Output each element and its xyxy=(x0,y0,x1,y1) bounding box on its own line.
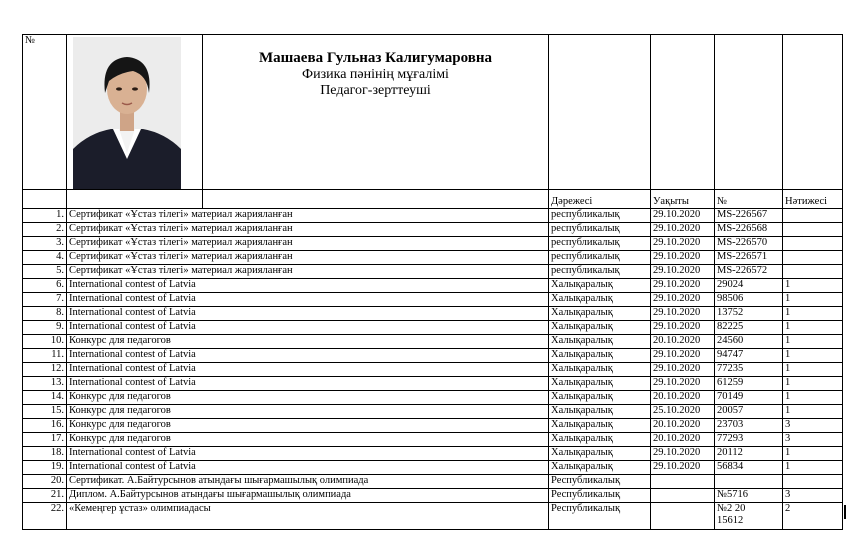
row-doc-number-line1: №2 20 xyxy=(717,503,746,514)
row-title: International contest of Latvia xyxy=(67,321,549,335)
table-row xyxy=(23,279,843,293)
row-level: республикалық xyxy=(549,251,651,265)
row-result: 1 xyxy=(783,447,843,461)
row-date: 29.10.2020 xyxy=(651,265,715,279)
col-level-header: Дәрежесі xyxy=(549,190,651,209)
row-title: International contest of Latvia xyxy=(67,377,549,391)
table-row xyxy=(23,377,843,391)
row-level: республикалық xyxy=(549,237,651,251)
header-no-label: № xyxy=(23,35,67,190)
row-date: 20.10.2020 xyxy=(651,419,715,433)
row-doc-number: 20112 xyxy=(715,447,783,461)
row-number: 13. xyxy=(23,377,67,391)
row-doc-number: MS-226571 xyxy=(715,251,783,265)
row-number: 18. xyxy=(23,447,67,461)
row-number: 7. xyxy=(23,293,67,307)
row-date xyxy=(651,489,715,503)
teacher-name: Машаева Гульназ Калигумаровна xyxy=(258,50,492,66)
row-date: 29.10.2020 xyxy=(651,447,715,461)
col-result-header: Нәтижесі xyxy=(783,190,843,209)
table-row xyxy=(23,237,843,251)
row-title: Сертификат. А.Байтурсынов атындағы шығармашылық олимпиада xyxy=(67,475,549,489)
row-date xyxy=(651,475,715,489)
row-date: 29.10.2020 xyxy=(651,251,715,265)
row-doc-number: 23703 xyxy=(715,419,783,433)
row-result xyxy=(783,237,843,251)
row-number: 9. xyxy=(23,321,67,335)
table-row xyxy=(23,447,843,461)
row-result: 3 xyxy=(783,489,843,503)
row-date: 29.10.2020 xyxy=(651,223,715,237)
row-level: Халықаралық xyxy=(549,293,651,307)
row-doc-number: 77293 xyxy=(715,433,783,447)
row-doc-number: 13752 xyxy=(715,307,783,321)
row-result: 1 xyxy=(783,377,843,391)
row-number: 10. xyxy=(23,335,67,349)
row-doc-number: №5716 xyxy=(715,489,783,503)
row-doc-number xyxy=(715,475,783,489)
row-result: 1 xyxy=(783,279,843,293)
table-row xyxy=(23,503,843,530)
table-row xyxy=(23,419,843,433)
row-doc-number: MS-226567 xyxy=(715,209,783,223)
row-doc-number: 98506 xyxy=(715,293,783,307)
row-number: 5. xyxy=(23,265,67,279)
row-level: Халықаралық xyxy=(549,349,651,363)
row-result xyxy=(783,265,843,279)
row-title: Конкурс для педагогов xyxy=(67,405,549,419)
row-number: 15. xyxy=(23,405,67,419)
teacher-photo xyxy=(73,37,181,189)
row-title: International contest of Latvia xyxy=(67,363,549,377)
row-title: Конкурс для педагогов xyxy=(67,391,549,405)
row-level: Халықаралық xyxy=(549,419,651,433)
row-date: 29.10.2020 xyxy=(651,209,715,223)
row-title: Конкурс для педагогов xyxy=(67,433,549,447)
table-row xyxy=(23,265,843,279)
row-result: 1 xyxy=(783,349,843,363)
row-date: 20.10.2020 xyxy=(651,433,715,447)
row-number: 19. xyxy=(23,461,67,475)
row-date: 29.10.2020 xyxy=(651,237,715,251)
row-number: 22. xyxy=(23,503,67,530)
row-level: республикалық xyxy=(549,223,651,237)
row-result: 1 xyxy=(783,307,843,321)
row-result: 1 xyxy=(783,321,843,335)
row-level: Халықаралық xyxy=(549,377,651,391)
photo-cell xyxy=(67,35,203,190)
column-header-row xyxy=(23,190,843,209)
row-title: Сертификат «Ұстаз тілегі» материал жарияланған xyxy=(67,237,549,251)
row-date: 25.10.2020 xyxy=(651,405,715,419)
row-level: республикалық xyxy=(549,209,651,223)
table-row xyxy=(23,349,843,363)
row-number: 14. xyxy=(23,391,67,405)
row-level: Республикалық xyxy=(549,503,651,530)
table-row xyxy=(23,251,843,265)
row-number: 11. xyxy=(23,349,67,363)
row-title: Конкурс для педагогов xyxy=(67,419,549,433)
row-date: 29.10.2020 xyxy=(651,307,715,321)
row-date: 29.10.2020 xyxy=(651,461,715,475)
row-level: Халықаралық xyxy=(549,335,651,349)
row-title: «Кемеңгер ұстаз» олимпиадасы xyxy=(67,503,549,530)
row-date: 20.10.2020 xyxy=(651,335,715,349)
row-title: Сертификат «Ұстаз тілегі» материал жарияланған xyxy=(67,209,549,223)
row-level: Республикалық xyxy=(549,475,651,489)
row-result: 1 xyxy=(783,391,843,405)
header-row xyxy=(23,35,843,190)
row-date: 29.10.2020 xyxy=(651,293,715,307)
table-row xyxy=(23,293,843,307)
title-cell xyxy=(203,35,549,190)
col-date-header: Уақыты xyxy=(651,190,715,209)
row-level: Халықаралық xyxy=(549,391,651,405)
row-title: International contest of Latvia xyxy=(67,461,549,475)
row-level: Халықаралық xyxy=(549,461,651,475)
row-result: 1 xyxy=(783,293,843,307)
row-number: 20. xyxy=(23,475,67,489)
row-date: 20.10.2020 xyxy=(651,391,715,405)
row-title: International contest of Latvia xyxy=(67,307,549,321)
table-row xyxy=(23,335,843,349)
row-doc-number: 61259 xyxy=(715,377,783,391)
table-row xyxy=(23,433,843,447)
text-cursor xyxy=(844,505,846,519)
row-result: 1 xyxy=(783,461,843,475)
table-row xyxy=(23,307,843,321)
row-doc-number: 24560 xyxy=(715,335,783,349)
row-result xyxy=(783,223,843,237)
row-doc-number: 29024 xyxy=(715,279,783,293)
row-doc-number: 70149 xyxy=(715,391,783,405)
row-date: 29.10.2020 xyxy=(651,349,715,363)
table-row xyxy=(23,209,843,223)
achievements-table xyxy=(22,34,843,530)
row-title: Сертификат «Ұстаз тілегі» материал жарияланған xyxy=(67,265,549,279)
row-result: 1 xyxy=(783,405,843,419)
row-number: 8. xyxy=(23,307,67,321)
row-doc-number: MS-226570 xyxy=(715,237,783,251)
row-title: Диплом. А.Байтурсынов атындағы шығармашылық олимпиада xyxy=(67,489,549,503)
row-level: Халықаралық xyxy=(549,321,651,335)
row-date: 29.10.2020 xyxy=(651,363,715,377)
row-result: 1 xyxy=(783,363,843,377)
table-row xyxy=(23,223,843,237)
table-row xyxy=(23,475,843,489)
row-title: International contest of Latvia xyxy=(67,293,549,307)
row-number: 4. xyxy=(23,251,67,265)
row-date: 29.10.2020 xyxy=(651,279,715,293)
row-doc-number: MS-226572 xyxy=(715,265,783,279)
row-doc-number: MS-226568 xyxy=(715,223,783,237)
row-number: 6. xyxy=(23,279,67,293)
table-row xyxy=(23,391,843,405)
row-result: 1 xyxy=(783,335,843,349)
teacher-role: Педагог-зерттеуші xyxy=(320,83,431,98)
row-level: Халықаралық xyxy=(549,307,651,321)
table-row xyxy=(23,461,843,475)
row-result xyxy=(783,209,843,223)
row-result xyxy=(783,251,843,265)
row-result: 3 xyxy=(783,433,843,447)
row-date xyxy=(651,503,715,530)
row-result xyxy=(783,475,843,489)
row-title: Сертификат «Ұстаз тілегі» материал жарияланған xyxy=(67,251,549,265)
table-row xyxy=(23,489,843,503)
row-doc-number-line2: 15612 xyxy=(717,515,744,526)
row-number: 21. xyxy=(23,489,67,503)
row-number: 16. xyxy=(23,419,67,433)
row-doc-number: 77235 xyxy=(715,363,783,377)
row-doc-number: 20057 xyxy=(715,405,783,419)
row-doc-number: 56834 xyxy=(715,461,783,475)
row-number: 2. xyxy=(23,223,67,237)
row-level: Халықаралық xyxy=(549,363,651,377)
col-number-header: № xyxy=(715,190,783,209)
table-row xyxy=(23,405,843,419)
row-title: International contest of Latvia xyxy=(67,447,549,461)
row-number: 3. xyxy=(23,237,67,251)
table-row xyxy=(23,363,843,377)
table-row xyxy=(23,321,843,335)
row-result: 2 xyxy=(783,503,843,530)
row-level: республикалық xyxy=(549,265,651,279)
teacher-subject: Физика пәнінің мұғалімі xyxy=(302,67,449,82)
row-title: Сертификат «Ұстаз тілегі» материал жарияланған xyxy=(67,223,549,237)
row-level: Халықаралық xyxy=(549,433,651,447)
row-level: Халықаралық xyxy=(549,447,651,461)
row-doc-number: 94747 xyxy=(715,349,783,363)
row-level: Халықаралық xyxy=(549,405,651,419)
row-number: 17. xyxy=(23,433,67,447)
row-title: Конкурс для педагогов xyxy=(67,335,549,349)
row-doc-number: 82225 xyxy=(715,321,783,335)
row-date: 29.10.2020 xyxy=(651,377,715,391)
row-date: 29.10.2020 xyxy=(651,321,715,335)
row-level: Республикалық xyxy=(549,489,651,503)
row-number: 12. xyxy=(23,363,67,377)
row-level: Халықаралық xyxy=(549,279,651,293)
row-title: International contest of Latvia xyxy=(67,279,549,293)
portrait-graphic xyxy=(73,37,181,189)
row-number: 1. xyxy=(23,209,67,223)
row-title: International contest of Latvia xyxy=(67,349,549,363)
row-result: 3 xyxy=(783,419,843,433)
row-doc-number xyxy=(715,503,783,530)
